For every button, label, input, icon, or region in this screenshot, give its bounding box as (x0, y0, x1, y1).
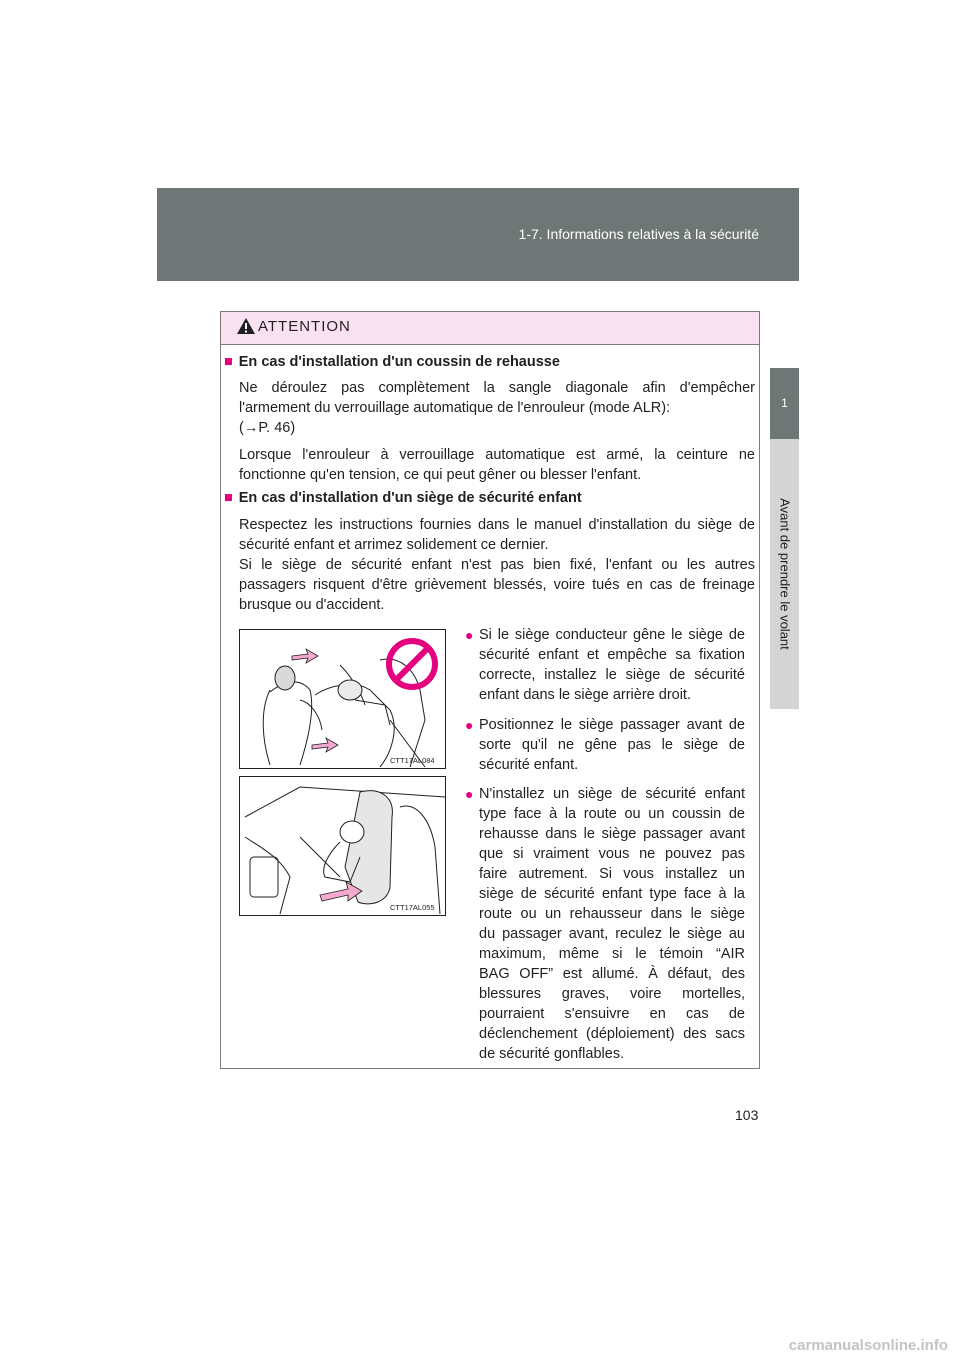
header-band (157, 188, 799, 281)
square-bullet-icon: ■ (224, 354, 233, 370)
circle-bullet-icon: ● (465, 717, 474, 733)
chapter-number: 1 (781, 396, 788, 410)
text-line: que si vraiment vous ne pouvez pas (479, 846, 745, 862)
text-line: BAG OFF” est allumé. À défaut, des (479, 966, 745, 982)
text-line: rehausse dans le siège passager avant (479, 826, 745, 842)
figure-front-passenger-seat (239, 776, 446, 916)
text-line: sécurité enfant et arrimez solidement ce dernier. (239, 537, 549, 553)
section-heading (224, 488, 754, 508)
watermark[interactable]: carmanualsonline.info (788, 1337, 948, 1354)
text-line: Lorsque l'enrouleur à verrouillage automatique est armé, la ceinture ne (239, 447, 755, 463)
seat-illustration-1 (240, 630, 445, 768)
text-line: Ne déroulez pas complètement la sangle diagonale afin d'empêcher (239, 380, 755, 396)
circle-bullet-icon: ● (465, 627, 474, 643)
text-line: siège de sécurité enfant type face à la (479, 886, 745, 902)
prohibited-icon (389, 641, 435, 687)
text-line: maximum, même si le témoin “AIR (479, 946, 745, 962)
circle-bullet-icon: ● (465, 786, 474, 802)
section-heading-text: En cas d'installation d'un siège de sécurité enfant (238, 490, 582, 506)
chapter-title-tab (770, 439, 799, 709)
text-line: sécurité enfant et empêche sa fixation (479, 647, 745, 663)
text-line: type face à la route ou un coussin de (479, 806, 745, 822)
figure-code: CTT17AL084 (390, 756, 435, 765)
paragraph (239, 445, 755, 485)
bullet-item (465, 784, 745, 1064)
text-line: déclenchement (déploiement) des sacs (479, 1026, 745, 1042)
bullet-item (465, 625, 745, 705)
text-line: N'installez un siège de sécurité enfant (479, 786, 745, 802)
text-line: sécurité enfant. (479, 757, 579, 773)
figure-driver-seat-interference (239, 629, 446, 769)
warning-triangle-icon (236, 317, 256, 335)
text-line: (→P. 46) (239, 420, 296, 436)
text-line: blessures graves, voire mortelles, (479, 986, 745, 1002)
section-heading (224, 352, 754, 372)
text-line: de sécurité gonflables. (479, 1046, 625, 1062)
warning-title: ATTENTION (258, 318, 351, 335)
warning-box (220, 311, 760, 1069)
text-line: passagers risquent d'être grièvement blessés, voire tués en cas de freinage (239, 577, 755, 593)
text-line: sorte qu'il ne gêne pas le siège de (479, 737, 745, 753)
paragraph (239, 378, 755, 438)
chapter-title: Avant de prendre le volant (777, 498, 792, 650)
page-number: 103 (735, 1107, 759, 1123)
section-heading-text: En cas d'installation d'un coussin de rehausse (238, 354, 560, 370)
text-line: fonctionne qu'en tension, ce qui peut gêner ou blesser l'enfant. (239, 467, 642, 483)
figure-code: CTT17AL055 (390, 903, 435, 912)
text-line: du passager avant, reculez le siège au (479, 926, 745, 942)
text-line: l'armement du verrouillage automatique de l'enrouleur (mode ALR): (239, 400, 671, 416)
text-line: brusque ou d'accident. (239, 597, 385, 613)
square-bullet-icon: ■ (224, 490, 233, 506)
text-line: Si le siège de sécurité enfant n'est pas bien fixé, l'enfant ou les autres (239, 557, 755, 573)
text-line: enfant dans le siège arrière droit. (479, 687, 691, 703)
text-line: Respectez les instructions fournies dans le manuel d'installation du siège de (239, 517, 755, 533)
text-line: pourraient s'ensuivre en cas de (479, 1006, 745, 1022)
text-line: Positionnez le siège passager avant de (479, 717, 745, 733)
section-title: 1-7. Informations relatives à la sécurité (518, 226, 759, 242)
text-line: Si le siège conducteur gêne le siège de (479, 627, 745, 643)
chapter-number-tab (770, 368, 799, 439)
text-line: route ou un rehausseur dans le siège (479, 906, 745, 922)
text-line: faire autrement. Si vous installez un (479, 866, 745, 882)
seat-illustration-2 (240, 777, 445, 915)
bullet-item (465, 715, 745, 775)
text-line: correcte, installez le siège de sécurité (479, 667, 745, 683)
paragraph (239, 515, 755, 615)
warning-header (221, 312, 759, 345)
